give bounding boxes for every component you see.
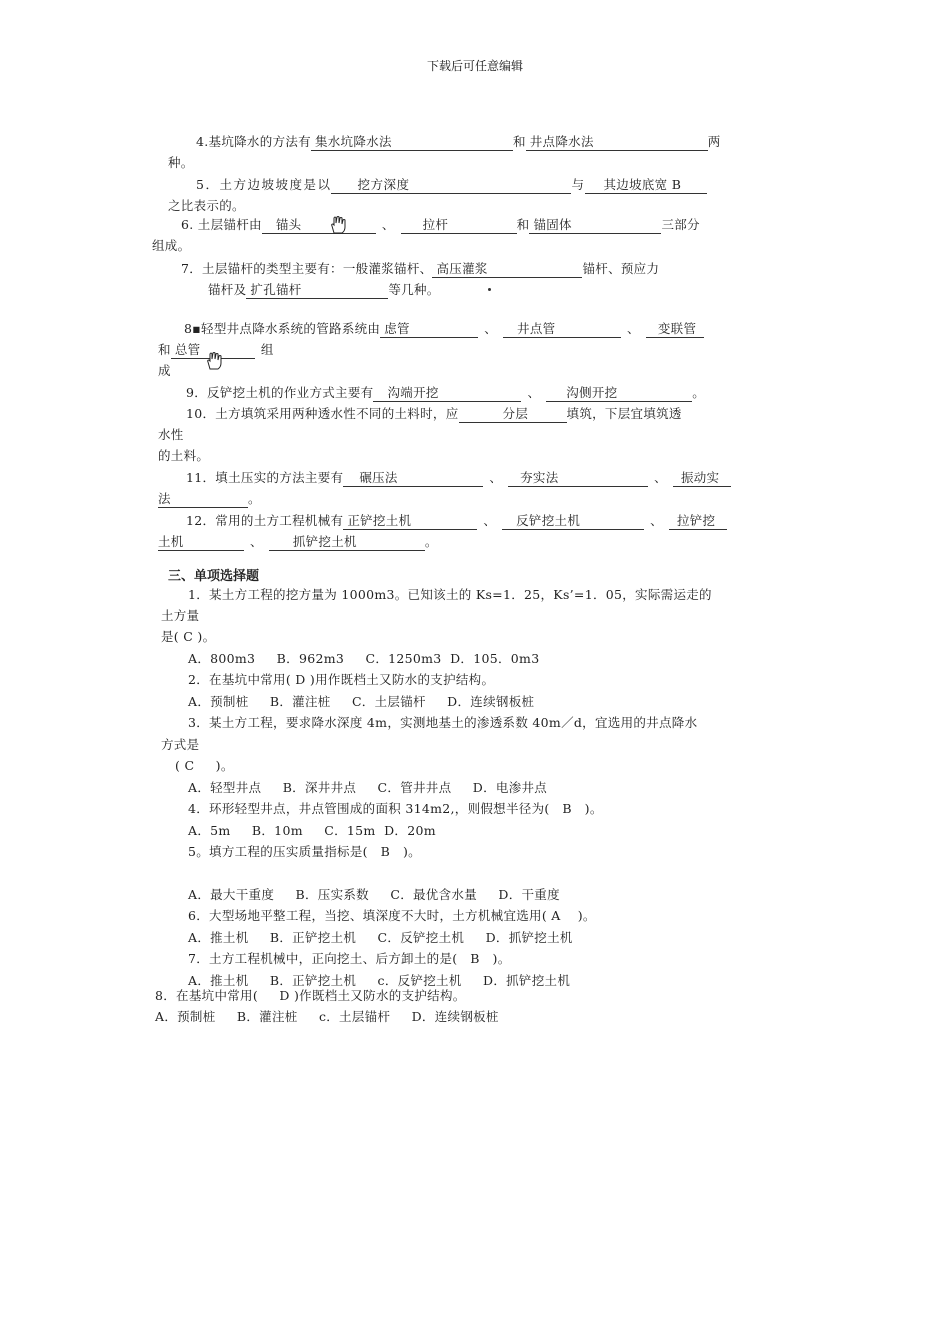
fill-q10-line2: 水性 (158, 427, 184, 442)
choice-q1-options: A．800m3 B．962m3 C．1250m3 D．105．0m3 (188, 651, 540, 666)
fill-q10-line1: 10．土方填筑采用两种透水性不同的土料时，应 分层 填筑，下层宜填筑透 (186, 406, 682, 421)
blank-q9-1: 沟端开挖 (373, 385, 521, 402)
blank-q12-1: 正铲挖土机 (343, 513, 477, 530)
choice-q3-options: A．轻型井点 B．深井井点 C．管井井点 D．电渗井点 (188, 780, 548, 795)
fill-q12-line1: 12．常用的土方工程机械有 正铲挖土机 、 反铲挖土机 、 拉铲挖 (186, 512, 727, 530)
fill-q12-line2: 土机 、 抓铲挖土机 。 (158, 534, 438, 549)
page-header: 下载后可任意编辑 (426, 59, 523, 73)
blank-q5-1: 挖方深度 (331, 177, 571, 194)
choice-q8: 8．在基坑中常用( D )作既档土又防水的支护结构。 (155, 988, 466, 1003)
choice-q7-options: A．推土机 B．正铲挖土机 c．反铲挖土机 D．抓铲挖土机 (188, 973, 571, 988)
blank-q6-1: 锚头 (262, 217, 376, 234)
hand-cursor-icon (205, 351, 223, 371)
choice-q4: 4．环形轻型井点，井点管围成的面积 314m2,，则假想半径为( B )。 (188, 801, 603, 816)
fill-q11-line1: 11．填土压实的方法主要有 碾压法 、 夯实法 、 振动实 (186, 469, 731, 487)
choice-q3-line2: 方式是 (161, 737, 200, 752)
blank-q6-2: 拉杆 (401, 217, 517, 234)
fill-q8-line3: 成 (158, 363, 171, 378)
blank-q4-2: 井点降水法 (526, 134, 708, 151)
choice-q3-line1: 3．某土方工程，要求降水深度 4m，实测地基土的渗透系数 40m／d，宜选用的井点降水 (188, 715, 698, 730)
fill-q10-line3: 的土料。 (158, 448, 210, 463)
fill-q11-line2: 法 。 (158, 491, 261, 506)
choice-q2: 2．在基坑中常用( D )用作既档土又防水的支护结构。 (188, 672, 495, 687)
blank-q7-1: 高压灌浆 (432, 261, 582, 278)
blank-q11-2: 夯实法 (508, 470, 648, 487)
blank-q10-1: 分层 (459, 406, 567, 423)
blank-q8-3: 变联管 (646, 321, 704, 338)
hand-cursor-icon (329, 215, 347, 235)
section-title: 三、单项选择题 (168, 569, 260, 584)
choice-q3-line3: ( C )。 (175, 758, 234, 773)
blank-q8-4: 总管 (171, 342, 255, 359)
fill-q8-line2: 和 总管 组 (158, 342, 274, 357)
fill-q4-line2: 种。 (168, 155, 194, 170)
choice-q5-options: A．最大干重度 B．压实系数 C．最优含水量 D．干重度 (188, 887, 560, 902)
choice-q6: 6．大型场地平整工程，当挖、填深度不大时，土方机械宜选用( A )。 (188, 908, 596, 923)
blank-q8-2: 井点管 (503, 321, 621, 338)
blank-q9-2: 沟侧开挖 (546, 385, 692, 402)
choice-q1-line3: 是( C )。 (161, 629, 216, 644)
stray-dot (488, 288, 491, 291)
choice-q1-line2: 土方量 (161, 608, 200, 623)
blank-q6-3: 锚固体 (529, 217, 661, 234)
blank-q4-1: 集水坑降水法 (311, 134, 513, 151)
choice-q6-options: A．推土机 B．正铲挖土机 C．反铲挖土机 D．抓铲挖土机 (188, 930, 573, 945)
fill-q7-line2: 锚杆及 扩孔锚杆 等几种。 (208, 282, 440, 297)
blank-q12-2: 反铲挖土机 (502, 513, 644, 530)
choice-q7: 7．土方工程机械中，正向挖土、后方卸土的是( B )。 (188, 951, 511, 966)
blank-q7-2: 扩孔锚杆 (246, 282, 388, 299)
choice-q5: 5。填方工程的压实质量指标是( B )。 (188, 844, 421, 859)
fill-q7-line1: 7．土层锚杆的类型主要有：一般灌浆锚杆、 高压灌浆 锚杆、预应力 (181, 261, 660, 276)
blank-q11-3: 振动实 (673, 470, 731, 487)
choice-q2-options: A．预制桩 B．灌注桩 C．土层锚杆 D．连续钢板桩 (188, 694, 535, 709)
blank-q12-5: 抓铲挖土机 (269, 534, 425, 551)
blank-q12-3: 拉铲挖 (669, 513, 727, 530)
fill-q8-line1: 8▪轻型井点降水系统的管路系统由 虑管 、 井点管 、 变联管 (184, 320, 704, 338)
blank-q11-1: 碾压法 (343, 470, 483, 487)
blank-q8-1: 虑管 (380, 321, 478, 338)
choice-q1-line1: 1．某土方工程的挖方量为 1000m3。已知该土的 Ks=1．25，Ks’=1．05，实际需运走的 (188, 587, 712, 602)
fill-q4-line1: 4.基坑降水的方法有 集水坑降水法 和 井点降水法 两 (196, 134, 721, 149)
fill-q6-line2: 组成。 (152, 238, 191, 253)
blank-q12-4: 土机 (158, 534, 244, 551)
blank-q11-4: 法 (158, 491, 248, 508)
fill-q6-line1: 6. 土层锚杆由 锚头 、 拉杆 和 锚固体 三部分 (181, 217, 700, 232)
choice-q8-options: A．预制桩 B．灌注桩 c．土层锚杆 D．连续钢板桩 (155, 1009, 499, 1024)
fill-q9-line1: 9．反铲挖土机的作业方式主要有 沟端开挖 、 沟侧开挖 。 (186, 385, 706, 400)
choice-q4-options: A．5m B．10m C．15m D．20m (188, 823, 436, 838)
fill-q5-line1: 5．土方边坡坡度是以 挖方深度 与 其边坡底宽 B (196, 176, 707, 194)
blank-q5-2: 其边坡底宽 B (585, 177, 707, 194)
fill-q5-line2: 之比表示的。 (168, 198, 245, 213)
